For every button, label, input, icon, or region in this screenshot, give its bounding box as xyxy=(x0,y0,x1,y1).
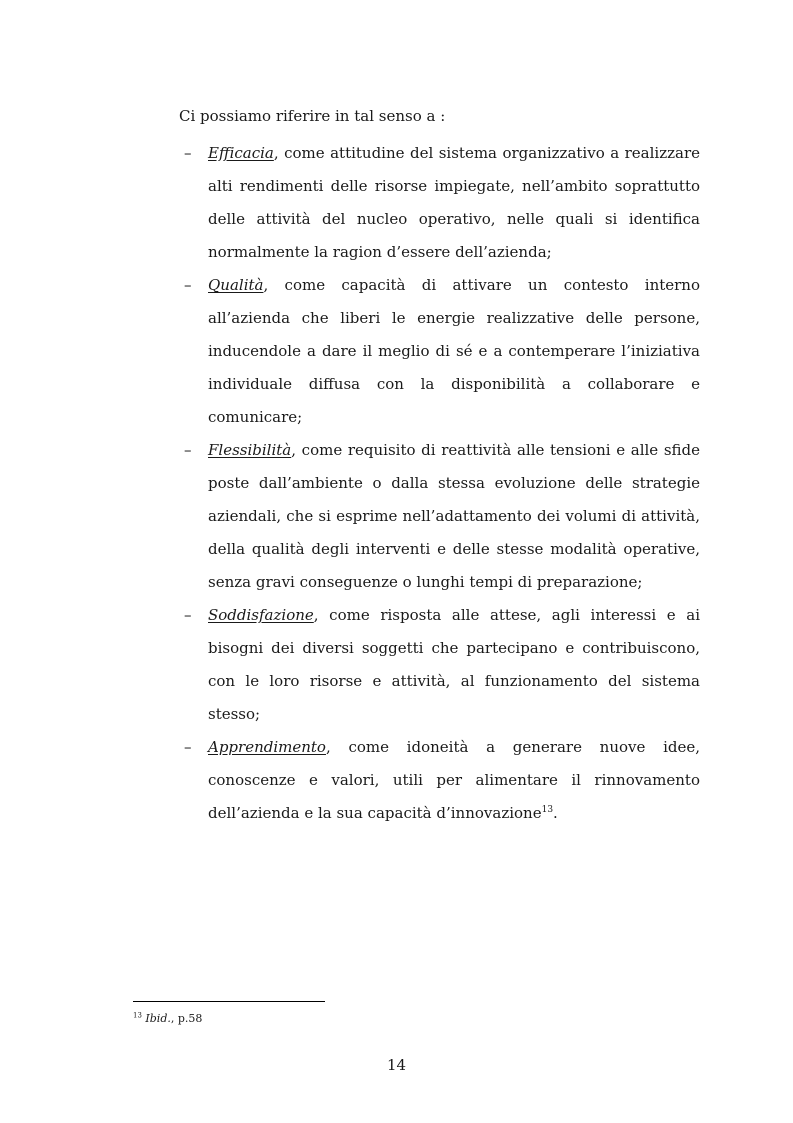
footnote-reference[interactable]: 13 xyxy=(541,805,554,815)
dash-bullet: – xyxy=(184,144,192,162)
footnote xyxy=(133,1012,202,1026)
term-qualita: Qualità xyxy=(208,276,264,294)
sentence-end: . xyxy=(553,804,558,822)
list-item-apprendimento xyxy=(184,731,700,830)
list-item-text xyxy=(208,137,700,269)
intro-sentence: Ci possiamo riferire in tal senso a : xyxy=(179,107,446,125)
term-efficacia: Efficacia xyxy=(208,144,274,162)
definition-soddisfazione: , come risposta alle attese, agli interessi e ai bisogni dei diversi soggetti che partecipano e contribuiscono, con le loro risorse e attività, al funzionamento del sistema stesso; xyxy=(208,606,700,723)
page-number: 14 xyxy=(386,1056,407,1074)
list-item-efficacia xyxy=(184,137,700,269)
term-soddisfazione: Soddisfazione xyxy=(208,606,314,624)
dash-bullet: – xyxy=(184,606,192,624)
list-item-flessibilita xyxy=(184,434,700,599)
list-item-qualita xyxy=(184,269,700,434)
dash-bullet: – xyxy=(184,738,192,756)
footnote-source: Ibid. xyxy=(145,1012,171,1025)
term-flessibilita: Flessibilità xyxy=(208,441,292,459)
criteria-list xyxy=(184,137,700,830)
footnote-page: , p.58 xyxy=(170,1012,203,1025)
list-item-text xyxy=(208,599,700,731)
list-item-text xyxy=(208,269,700,434)
footnote-number: 13 xyxy=(133,1011,142,1020)
definition-apprendimento: , come idoneità a generare nuove idee, conoscenze e valori, utili per alimentare il rinnovamento dell’azienda e la sua capacità d’innovazione xyxy=(208,738,700,822)
definition-flessibilita: , come requisito di reattività alle tensioni e alle sfide poste dall’ambiente o dalla stessa evoluzione delle strategie aziendali, che si esprime nell’adattamento dei volumi di attività, della qualità degli interventi e delle stesse modalità operative, senza gravi conseguenze o lunghi tempi di preparazione; xyxy=(208,441,700,591)
dash-bullet: – xyxy=(184,276,192,294)
footnote-divider xyxy=(133,1001,325,1002)
list-item-text xyxy=(208,731,700,830)
term-apprendimento: Apprendimento xyxy=(208,738,326,756)
definition-efficacia: , come attitudine del sistema organizzativo a realizzare alti rendimenti delle risorse impiegate, nell’ambito soprattutto delle attività del nucleo operativo, nelle quali si identifica normalmente la ragion d’essere dell’azienda; xyxy=(208,144,700,261)
dash-bullet: – xyxy=(184,441,192,459)
list-item-text xyxy=(208,434,700,599)
list-item-soddisfazione xyxy=(184,599,700,731)
definition-qualita: , come capacità di attivare un contesto interno all’azienda che liberi le energie realizzative delle persone, inducendole a dare il meglio di sé e a contemperare l’iniziativa individuale diffusa con la disponibilità a collaborare e comunicare; xyxy=(208,276,700,426)
